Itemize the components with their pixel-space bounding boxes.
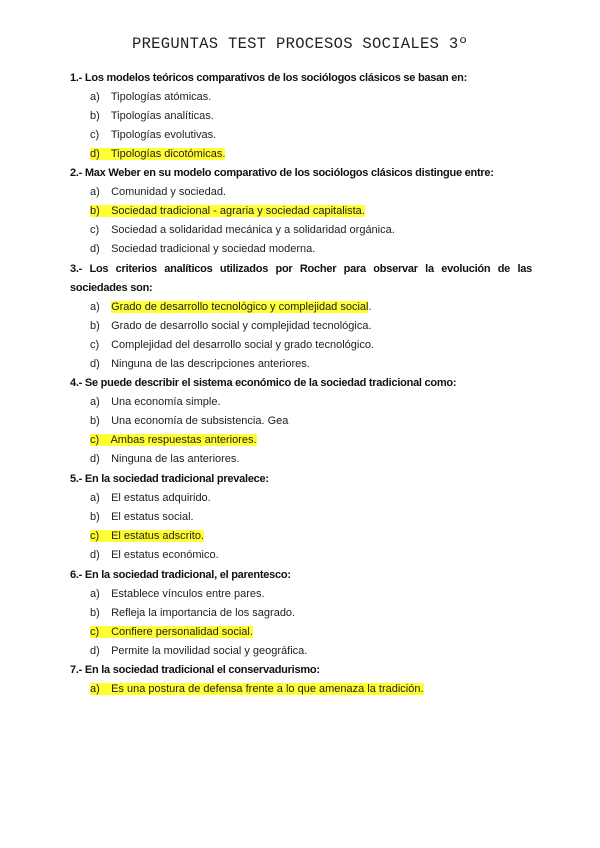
option-label: d) xyxy=(90,358,100,370)
option-label: d) xyxy=(90,549,100,561)
option-5b xyxy=(90,508,194,527)
option-text: Ninguna de las anteriores. xyxy=(111,453,240,465)
option-label: c) xyxy=(90,129,100,141)
option-label: a) xyxy=(90,91,100,103)
option-text: Refleja la importancia de los sagrado. xyxy=(111,607,296,619)
option-label: d) xyxy=(90,645,100,657)
option-label: d) xyxy=(90,148,100,160)
option-label: a) xyxy=(90,588,100,600)
option-label: c) xyxy=(90,339,100,351)
option-4b xyxy=(90,412,288,431)
option-7a-highlighted xyxy=(90,680,424,699)
option-6c-highlighted xyxy=(90,623,253,642)
option-text: Sociedad tradicional y sociedad moderna. xyxy=(111,243,316,255)
option-label: a) xyxy=(90,396,100,408)
option-5a xyxy=(90,489,211,508)
question-6: 6.- En la sociedad tradicional, el parentesco: xyxy=(70,569,291,581)
option-1b xyxy=(90,107,214,126)
option-label: a) xyxy=(90,301,100,313)
option-label: b) xyxy=(90,511,100,523)
question-1: 1.- Los modelos teóricos comparativos de los sociólogos clásicos se basan en: xyxy=(70,72,468,84)
option-text: Ninguna de las descripciones anteriores. xyxy=(111,358,310,370)
option-3b xyxy=(90,317,372,336)
option-text: Complejidad del desarrollo social y grado tecnológico. xyxy=(111,339,374,351)
question-7: 7.- En la sociedad tradicional el conservadurismo: xyxy=(70,664,320,676)
question-3: 3.- Los criterios analíticos utilizados por Rocher para observar la evolución de las sociedades son: xyxy=(70,263,532,294)
option-text: El estatus social. xyxy=(111,511,194,523)
option-label: b) xyxy=(90,607,100,619)
option-2c xyxy=(90,221,395,240)
option-text: Ambas respuestas anteriores. xyxy=(110,434,257,446)
document-title: PREGUNTAS TEST PROCESOS SOCIALES 3º xyxy=(131,35,469,53)
option-4a xyxy=(90,393,221,412)
option-text: Tipologías dicotómicas. xyxy=(110,148,226,160)
option-text: Sociedad a solidaridad mecánica y a solidaridad orgánica. xyxy=(111,224,395,236)
option-2a xyxy=(90,183,226,202)
option-1d-highlighted xyxy=(90,145,225,164)
option-label: b) xyxy=(90,110,100,122)
option-text: Confiere personalidad social. xyxy=(111,626,253,638)
option-label: c) xyxy=(90,530,100,542)
option-label: b) xyxy=(90,205,100,217)
option-text: Es una postura de defensa frente a lo que amenaza la tradición. xyxy=(111,683,424,695)
option-label: c) xyxy=(90,434,100,446)
option-text: Una economía simple. xyxy=(111,396,221,408)
option-label: a) xyxy=(90,492,100,504)
option-suffix: . xyxy=(368,301,372,313)
option-3c xyxy=(90,336,374,355)
question-5: 5.- En la sociedad tradicional prevalece: xyxy=(70,473,269,485)
option-text: Comunidad y sociedad. xyxy=(111,186,227,198)
option-text: Grado de desarrollo social y complejidad tecnológica. xyxy=(111,320,372,332)
option-2d xyxy=(90,240,315,259)
option-3d xyxy=(90,355,310,374)
option-text: Tipologías evolutivas. xyxy=(110,129,217,141)
option-label: d) xyxy=(90,243,100,255)
option-label: b) xyxy=(90,415,100,427)
option-label: a) xyxy=(90,683,100,695)
option-label: a) xyxy=(90,186,100,198)
option-3a-highlighted xyxy=(90,298,372,317)
option-label: c) xyxy=(90,626,100,638)
option-label: c) xyxy=(90,224,100,236)
option-6b xyxy=(90,604,295,623)
option-text: Sociedad tradicional - agraria y sociedad capitalista. xyxy=(111,205,365,217)
option-text: Grado de desarrollo tecnológico y complejidad social xyxy=(111,301,369,313)
option-text: Establece vínculos entre pares. xyxy=(111,588,265,600)
option-text: El estatus adquirido. xyxy=(111,492,211,504)
option-label: d) xyxy=(90,453,100,465)
option-text: Tipologías analíticas. xyxy=(110,110,214,122)
option-5d xyxy=(90,546,219,565)
option-text: El estatus adscrito. xyxy=(111,530,204,542)
question-2: 2.- Max Weber en su modelo comparativo de los sociólogos clásicos distingue entre: xyxy=(70,167,494,179)
option-text: El estatus económico. xyxy=(111,549,219,561)
option-6a xyxy=(90,585,265,604)
question-4: 4.- Se puede describir el sistema económico de la sociedad tradicional como: xyxy=(70,377,457,389)
option-2b-highlighted xyxy=(90,202,365,221)
option-6d xyxy=(90,642,307,661)
option-5c-highlighted xyxy=(90,527,204,546)
option-label: b) xyxy=(90,320,100,332)
option-text: Permite la movilidad social y geográfica. xyxy=(111,645,308,657)
option-text: Una economía de subsistencia. Gea xyxy=(111,415,289,427)
option-4c-highlighted xyxy=(90,431,257,450)
option-4d xyxy=(90,450,239,469)
option-1a xyxy=(90,88,211,107)
option-text: Tipologías atómicas. xyxy=(110,91,212,103)
option-1c xyxy=(90,126,216,145)
